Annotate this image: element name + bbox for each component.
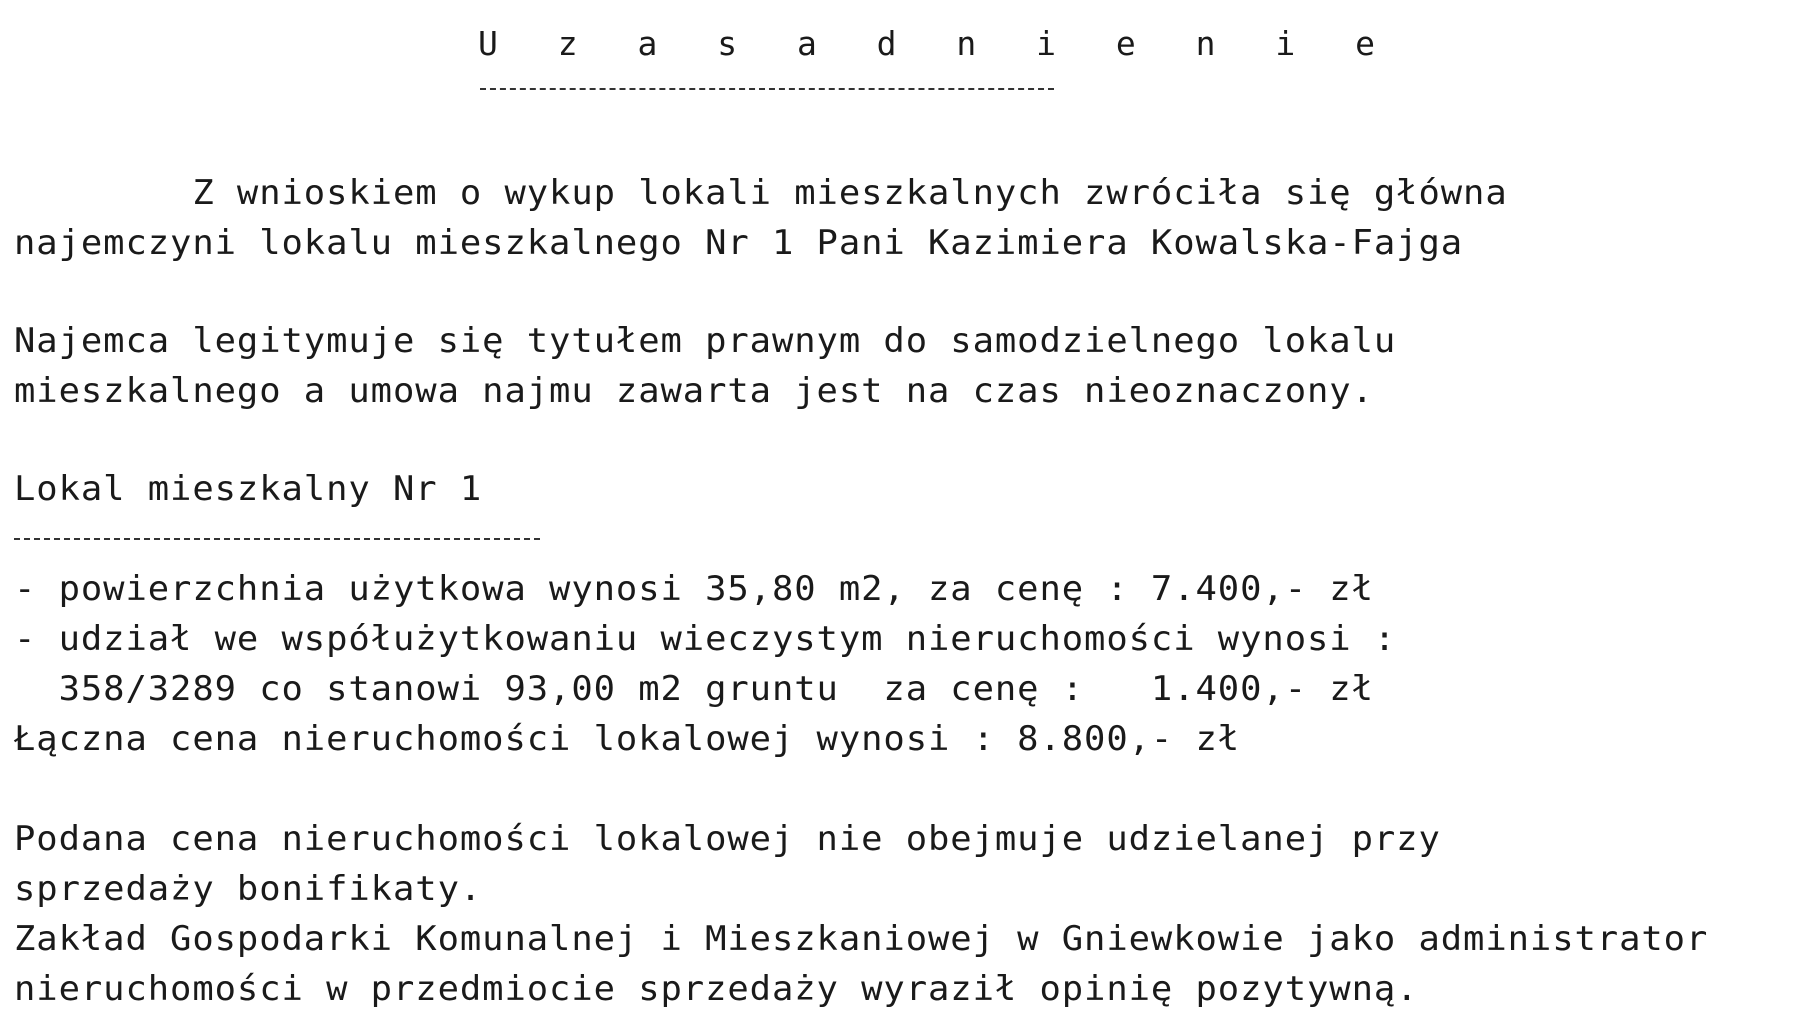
detail-total-price: Łączna cena nieruchomości lokalowej wynosi : 8.800,- zł <box>14 719 1241 759</box>
paragraph-3-line-1: Podana cena nieruchomości lokalowej nie obejmuje udzielanej przy <box>14 819 1441 859</box>
paragraph-3-line-3: Zakład Gospodarki Komunalnej i Mieszkaniowej w Gniewkowie jako administrator <box>14 919 1709 959</box>
detail-area-price: - powierzchnia użytkowa wynosi 35,80 m2, za cenę : 7.400,- zł <box>14 569 1374 609</box>
paragraph-3-line-2: sprzedaży bonifikaty. <box>14 869 483 909</box>
section-heading-underline <box>14 538 540 540</box>
section-heading: Lokal mieszkalny Nr 1 <box>14 469 483 509</box>
paragraph-1-line-2: najemczyni lokalu mieszkalnego Nr 1 Pani Kazimiera Kowalska-Fajga <box>14 223 1464 263</box>
paragraph-3-line-4: nieruchomości w przedmiocie sprzedaży wyraził opinię pozytywną. <box>14 969 1419 1009</box>
paragraph-1-line-1: Z wnioskiem o wykup lokali mieszkalnych zwróciła się główna <box>14 173 1508 213</box>
title-underline <box>480 88 1054 90</box>
detail-land-share: - udział we współużytkowaniu wieczystym nieruchomości wynosi : <box>14 619 1397 659</box>
detail-land-share-price: 358/3289 co stanowi 93,00 m2 gruntu za cenę : 1.400,- zł <box>14 669 1374 709</box>
paragraph-2-line-2: mieszkalnego a umowa najmu zawarta jest na czas nieoznaczony. <box>14 371 1374 411</box>
paragraph-2-line-1: Najemca legitymuje się tytułem prawnym do samodzielnego lokalu <box>14 321 1397 361</box>
document-title: U z a s a d n i e n i e <box>478 24 1395 63</box>
